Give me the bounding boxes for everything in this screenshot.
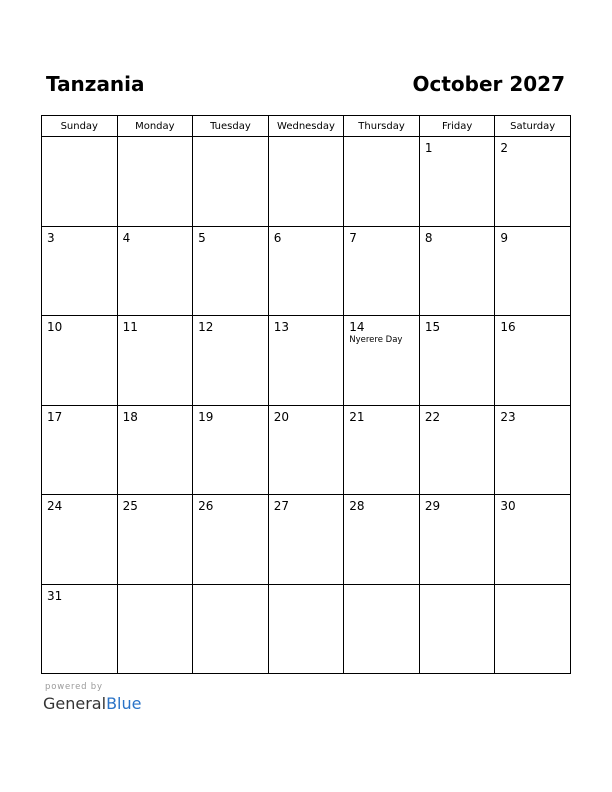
day-cell	[42, 137, 118, 227]
holiday-label: Nyerere Day	[349, 335, 403, 345]
day-number: 3	[47, 230, 55, 245]
month-year-title: October 2027	[412, 72, 565, 96]
day-cell	[193, 405, 269, 495]
week-row	[42, 316, 571, 406]
day-cell	[117, 495, 193, 585]
day-cell	[193, 316, 269, 406]
day-number	[118, 137, 193, 141]
day-cell	[42, 316, 118, 406]
day-number	[269, 137, 344, 141]
day-cell	[419, 137, 495, 227]
day-cell	[117, 584, 193, 674]
powered-by-text: powered by	[45, 682, 103, 692]
calendar-table	[41, 115, 571, 674]
day-number: 12	[198, 320, 214, 334]
day-number: 8	[424, 230, 433, 245]
day-number: 24	[47, 499, 63, 513]
generalblue-logo[interactable]	[43, 694, 141, 714]
day-cell	[344, 584, 420, 674]
day-cell	[495, 316, 571, 406]
day-number: 20	[273, 409, 289, 424]
day-cell	[495, 584, 571, 674]
day-cell	[344, 405, 420, 495]
logo-text-blue: Blue	[106, 694, 142, 713]
day-number: 2	[500, 141, 509, 155]
day-number	[42, 137, 117, 141]
day-number: 6	[273, 230, 282, 245]
day-number: 19	[198, 409, 214, 424]
day-number: 5	[198, 230, 206, 245]
day-number: 4	[122, 230, 131, 245]
day-number: 28	[349, 499, 365, 513]
day-number	[269, 585, 344, 589]
day-number: 14	[349, 320, 365, 334]
day-number: 16	[500, 320, 516, 334]
day-number: 29	[424, 499, 441, 513]
day-cell	[268, 584, 344, 674]
day-cell	[495, 405, 571, 495]
day-number: 22	[424, 409, 441, 424]
day-number	[420, 585, 495, 589]
weekday-header: Wednesday	[268, 116, 344, 137]
day-number: 30	[500, 499, 516, 513]
week-row	[42, 226, 571, 316]
day-number: 1	[424, 141, 433, 155]
day-cell	[495, 226, 571, 316]
day-cell	[42, 226, 118, 316]
weekday-header: Friday	[419, 116, 495, 137]
day-number: 15	[424, 320, 441, 334]
day-cell	[419, 405, 495, 495]
day-number: 27	[273, 499, 289, 513]
day-cell	[193, 495, 269, 585]
day-number: 18	[122, 409, 138, 424]
day-cell	[495, 495, 571, 585]
calendar-grid	[41, 115, 571, 674]
day-number	[344, 137, 419, 141]
day-cell	[193, 584, 269, 674]
weekday-header-row	[42, 116, 571, 137]
day-cell	[268, 137, 344, 227]
day-cell	[419, 226, 495, 316]
day-number	[193, 137, 268, 141]
day-cell	[419, 316, 495, 406]
day-cell	[268, 495, 344, 585]
weekday-header: Saturday	[495, 116, 571, 137]
weekday-header: Monday	[117, 116, 193, 137]
day-cell	[344, 226, 420, 316]
day-number	[193, 585, 268, 589]
day-number: 11	[122, 320, 138, 334]
day-number: 13	[273, 320, 289, 334]
day-cell	[495, 137, 571, 227]
day-cell	[419, 584, 495, 674]
day-cell-holiday	[344, 316, 420, 406]
week-row	[42, 405, 571, 495]
weekday-header: Tuesday	[193, 116, 269, 137]
day-cell	[117, 226, 193, 316]
day-cell	[117, 405, 193, 495]
day-number	[495, 585, 570, 589]
day-cell	[344, 495, 420, 585]
day-cell	[193, 137, 269, 227]
day-cell	[419, 495, 495, 585]
day-number: 10	[47, 320, 63, 334]
day-cell	[117, 137, 193, 227]
day-number: 21	[349, 409, 365, 424]
day-number: 17	[47, 409, 63, 424]
day-number: 9	[500, 230, 509, 245]
footer-branding	[43, 682, 141, 714]
day-cell	[42, 495, 118, 585]
day-cell	[193, 226, 269, 316]
day-cell	[42, 405, 118, 495]
day-cell	[268, 405, 344, 495]
weekday-header: Sunday	[42, 116, 118, 137]
day-cell	[42, 584, 118, 674]
day-cell	[117, 316, 193, 406]
day-cell	[268, 316, 344, 406]
weekday-header: Thursday	[344, 116, 420, 137]
day-number: 7	[349, 230, 357, 245]
logo-text-general: General	[43, 694, 107, 713]
week-row	[42, 137, 571, 227]
day-number: 25	[122, 499, 138, 513]
week-row	[42, 584, 571, 674]
day-number	[118, 585, 193, 589]
week-row	[42, 495, 571, 585]
day-number: 31	[47, 588, 63, 603]
day-number: 23	[500, 409, 516, 424]
country-title: Tanzania	[46, 72, 145, 96]
day-number	[344, 585, 419, 589]
day-cell	[344, 137, 420, 227]
day-cell	[268, 226, 344, 316]
day-number: 26	[198, 499, 214, 513]
